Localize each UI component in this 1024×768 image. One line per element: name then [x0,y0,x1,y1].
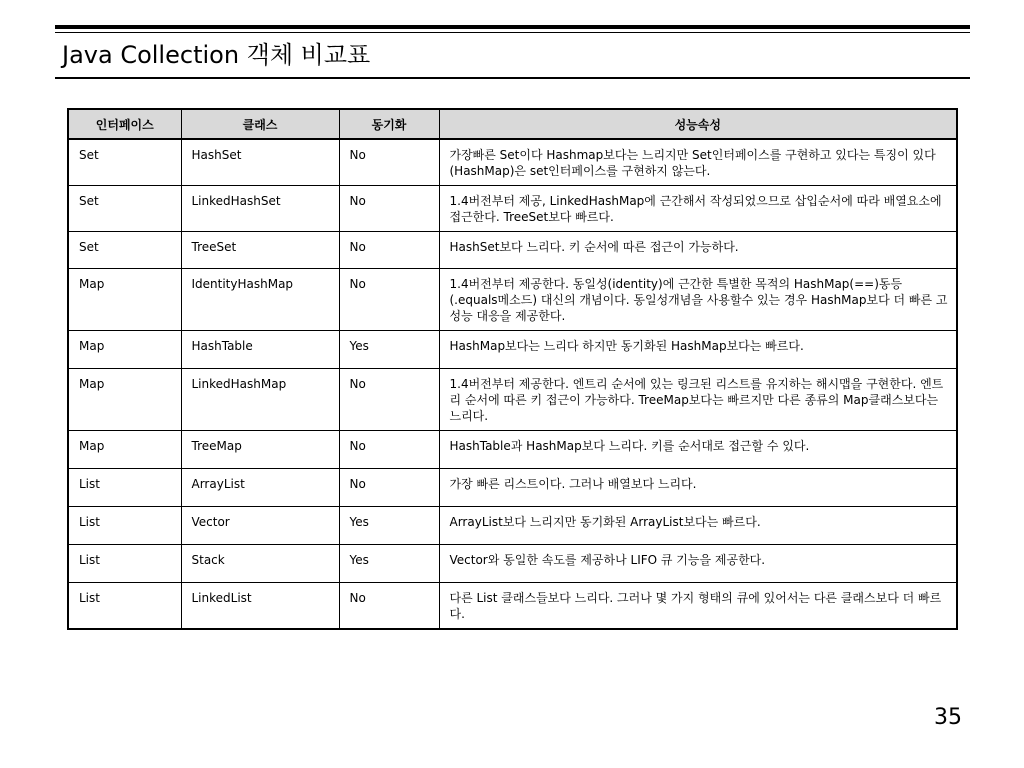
cell-sync: Yes [339,331,439,369]
cell-interface: List [68,507,181,545]
cell-sync: Yes [339,545,439,583]
cell-sync: No [339,431,439,469]
table-row [68,232,957,269]
cell-description: 가장 빠른 리스트이다. 그러나 배열보다 느리다. [439,469,957,507]
cell-class: HashTable [181,331,339,369]
cell-class: ArrayList [181,469,339,507]
cell-description: 1.4버전부터 제공한다. 엔트리 순서에 있는 링크된 리스트를 유지하는 해시맵을 구현한다. 엔트리 순서에 따른 키 접근이 가능하다. TreeMap보다는 빠르지만 다른 종류의 Map클래스보다는 느리다. [439,369,957,431]
cell-description: HashTable과 HashMap보다 느리다. 키를 순서대로 접근할 수 있다. [439,431,957,469]
header-class: 클래스 [181,109,339,139]
cell-interface: List [68,583,181,630]
cell-description: 다른 List 클래스들보다 느리다. 그러나 몇 가지 형태의 큐에 있어서는 다른 클래스보다 더 빠르다. [439,583,957,630]
cell-sync: No [339,369,439,431]
cell-sync: No [339,139,439,186]
cell-interface: List [68,545,181,583]
table-row [68,545,957,583]
cell-sync: No [339,232,439,269]
slide-title: Java Collection 객체 비교표 [62,41,371,69]
table-header-row [68,109,957,139]
top-rule-thin [55,32,970,33]
cell-interface: Map [68,269,181,331]
table-row [68,431,957,469]
cell-sync: No [339,583,439,630]
cell-sync: No [339,269,439,331]
cell-class: LinkedList [181,583,339,630]
header-interface: 인터페이스 [68,109,181,139]
table-row [68,139,957,186]
cell-interface: Map [68,431,181,469]
table-row [68,331,957,369]
table-row [68,369,957,431]
table-row [68,186,957,232]
cell-interface: Map [68,331,181,369]
cell-class: LinkedHashSet [181,186,339,232]
cell-interface: List [68,469,181,507]
top-rule-thick [55,25,970,29]
cell-class: HashSet [181,139,339,186]
cell-description: 가장빠른 Set이다 Hashmap보다는 느리지만 Set인터페이스를 구현하고 있다는 특징이 있다 (HashMap)은 set인터페이스를 구현하지 않는다. [439,139,957,186]
cell-class: Vector [181,507,339,545]
cell-description: Vector와 동일한 속도를 제공하나 LIFO 큐 기능을 제공한다. [439,545,957,583]
header-performance: 성능속성 [439,109,957,139]
table-row [68,469,957,507]
cell-interface: Set [68,186,181,232]
cell-description: 1.4버전부터 제공한다. 동일성(identity)에 근간한 특별한 목적의 HashMap(==)동등(.equals메소드) 대신의 개념이다. 동일성개념을 사용할수 있는 경우 HashMap보다 더 빠른 고성능 대응을 제공한다. [439,269,957,331]
cell-class: TreeSet [181,232,339,269]
cell-description: 1.4버전부터 제공, LinkedHashMap에 근간해서 작성되었으므로 삽입순서에 따라 배열요소에 접근한다. TreeSet보다 빠르다. [439,186,957,232]
title-underline [55,77,970,79]
cell-description: HashSet보다 느리다. 키 순서에 따른 접근이 가능하다. [439,232,957,269]
comparison-table [67,108,958,630]
cell-class: TreeMap [181,431,339,469]
cell-description: HashMap보다는 느리다 하지만 동기화된 HashMap보다는 빠르다. [439,331,957,369]
table-row [68,507,957,545]
cell-interface: Set [68,232,181,269]
cell-class: Stack [181,545,339,583]
header-sync: 동기화 [339,109,439,139]
page-number: 35 [934,705,962,730]
cell-sync: No [339,469,439,507]
cell-class: IdentityHashMap [181,269,339,331]
cell-class: LinkedHashMap [181,369,339,431]
cell-interface: Set [68,139,181,186]
table-row [68,269,957,331]
cell-description: ArrayList보다 느리지만 동기화된 ArrayList보다는 빠르다. [439,507,957,545]
cell-sync: Yes [339,507,439,545]
cell-sync: No [339,186,439,232]
cell-interface: Map [68,369,181,431]
table-row [68,583,957,630]
